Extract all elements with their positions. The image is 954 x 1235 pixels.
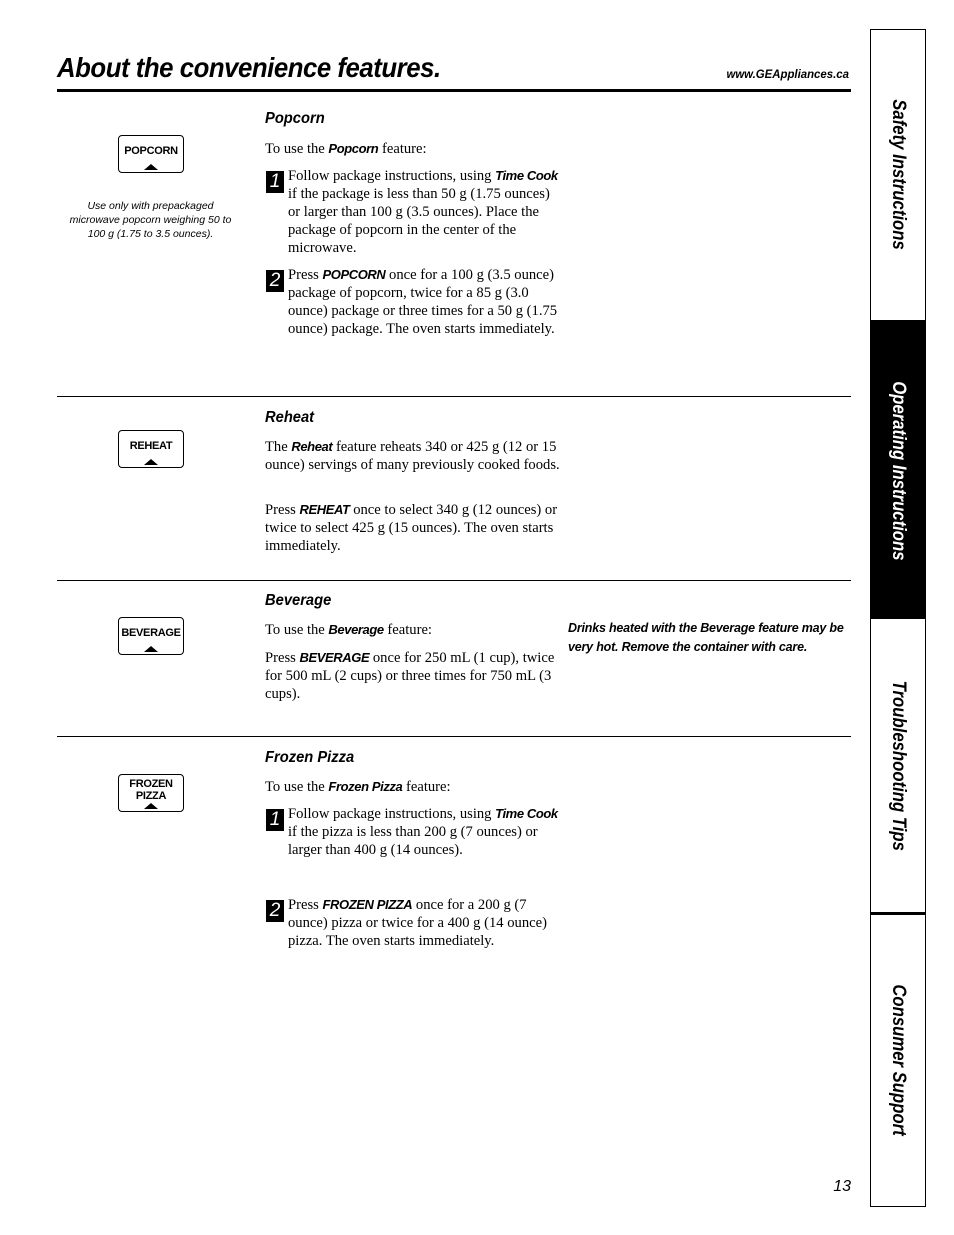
frozen-pizza-intro: To use the Frozen Pizza feature: <box>265 779 451 795</box>
popcorn-intro: To use the Popcorn feature: <box>265 141 427 157</box>
reheat-title: Reheat <box>265 409 315 426</box>
step-number-2: 2 <box>266 900 284 922</box>
section-divider <box>57 396 851 397</box>
arrow-up-icon <box>144 646 158 652</box>
frozen-pizza-title: Frozen Pizza <box>265 749 355 766</box>
section-tabs <box>870 29 926 1207</box>
tab-safety-instructions[interactable]: Safety Instructions <box>871 30 925 323</box>
frozen-pizza-button-label: FROZEN PIZZA <box>129 778 173 802</box>
arrow-up-icon <box>144 459 158 465</box>
arrow-up-icon <box>144 803 158 809</box>
reheat-instructions: Press REHEAT once to select 340 g (12 ounces) or twice to select 425 g (15 ounces). The oven starts immediately. <box>265 502 558 554</box>
beverage-intro: To use the Beverage feature: <box>265 622 432 638</box>
beverage-instructions: Press BEVERAGE once for 250 mL (1 cup), twice for 500 mL (2 cups) or three times for 750 mL (3 cups). <box>265 650 555 702</box>
page-title: About the convenience features. <box>57 52 441 83</box>
reheat-button-icon <box>118 430 184 468</box>
title-rule <box>57 89 851 92</box>
popcorn-step-1: 1 Follow package instructions, using Time Cook if the package is less than 50 g (1.75 ounces) or larger than 100 g (3.5 ounces). Place the package of popcorn in the center of the microwave. <box>265 167 565 257</box>
reheat-button-label: REHEAT <box>129 440 173 452</box>
popcorn-button-icon <box>118 135 184 173</box>
arrow-up-icon <box>144 164 158 170</box>
step-number-1: 1 <box>266 171 284 193</box>
section-divider <box>57 580 851 581</box>
popcorn-title: Popcorn <box>265 110 325 127</box>
frozen-pizza-step-2: 2 Press FROZEN PIZZA once for a 200 g (7 ounce) pizza or twice for a 400 g (14 ounce) pizza. The oven starts immediately. <box>265 896 565 950</box>
tab-operating-instructions[interactable]: Operating Instructions <box>871 323 925 619</box>
reheat-description: The Reheat feature reheats 340 or 425 g (12 or 15 ounce) servings of many previously cooked foods. <box>265 439 560 473</box>
beverage-warning: Drinks heated with the Beverage feature may be very hot. Remove the container with care. <box>568 621 844 654</box>
popcorn-note: Use only with prepackaged microwave popcorn weighing 50 to 100 g (1.75 to 3.5 ounces). <box>69 200 232 240</box>
popcorn-step-2: 2 Press POPCORN once for a 100 g (3.5 ounce) package of popcorn, twice for a 85 g (3.0 ounce) package or three times for a 50 g (1.75 ounce) package. The oven starts immediately. <box>265 266 565 338</box>
popcorn-button-label: POPCORN <box>124 145 178 157</box>
tab-consumer-support[interactable]: Consumer Support <box>888 984 909 1137</box>
section-divider <box>57 736 851 737</box>
page-number: 13 <box>833 1178 851 1195</box>
tab-troubleshooting-tips[interactable]: Troubleshooting Tips <box>871 619 925 915</box>
frozen-pizza-step-1: 1 Follow package instructions, using Time Cook if the pizza is less than 200 g (7 ounces) or larger than 400 g (14 ounces). <box>265 805 565 859</box>
beverage-button-icon <box>118 617 184 655</box>
beverage-button-label: BEVERAGE <box>121 627 181 639</box>
beverage-title: Beverage <box>265 592 332 609</box>
frozen-pizza-button-icon <box>118 774 184 812</box>
step-number-2: 2 <box>266 270 284 292</box>
step-number-1: 1 <box>266 809 284 831</box>
website-url: www.GEAppliances.ca <box>726 67 849 81</box>
